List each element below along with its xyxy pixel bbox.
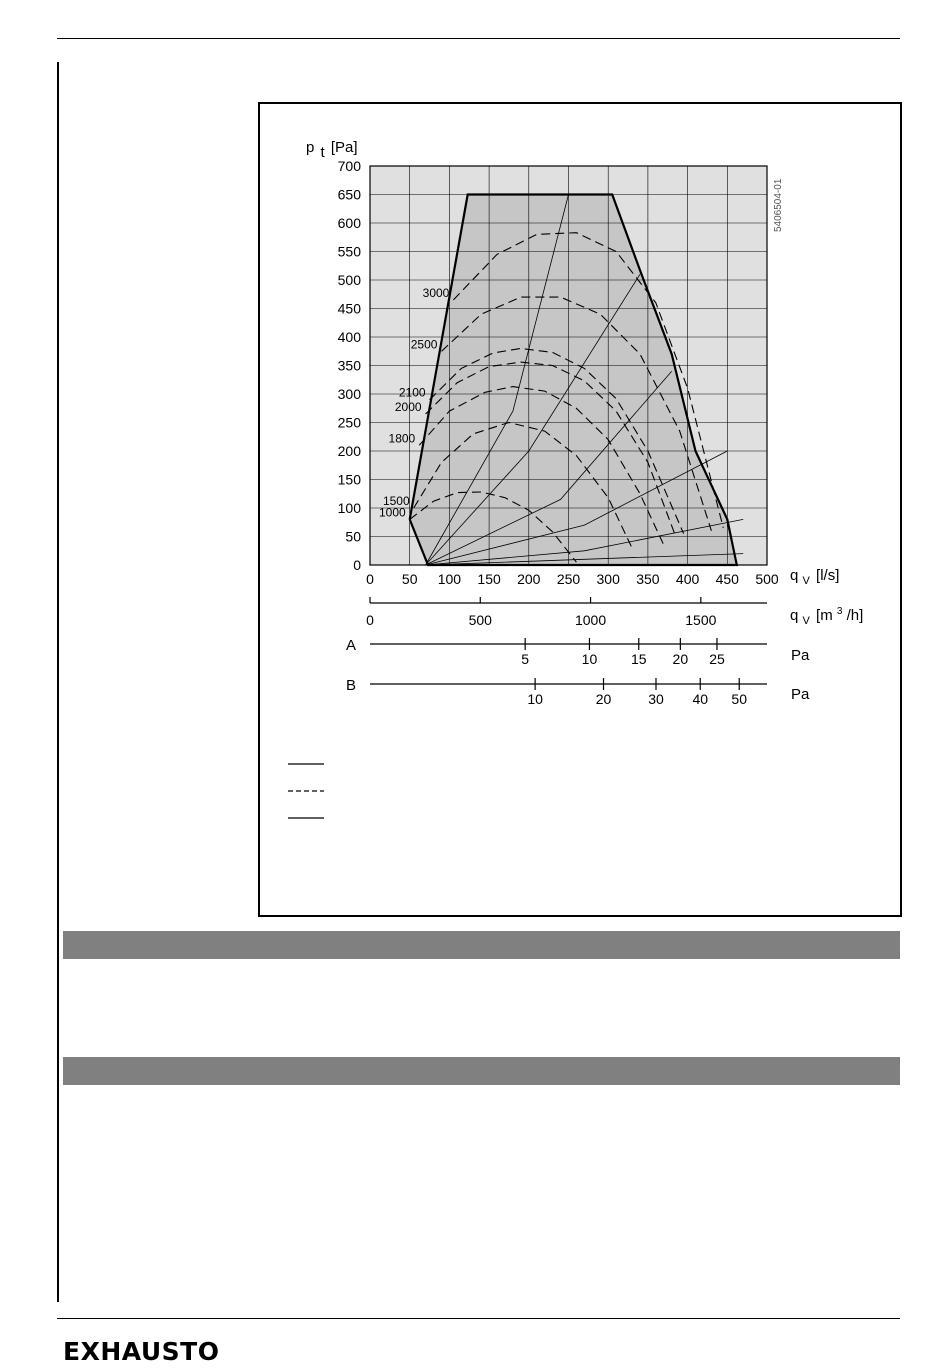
x-tick-label: 350 xyxy=(636,571,660,587)
exhausto-logo: EXHAUSTO xyxy=(63,1337,220,1366)
scale-a-tick-label: 10 xyxy=(581,651,598,667)
scale-b-tick-label: 40 xyxy=(692,691,709,707)
flow-m3h-tick-label: 500 xyxy=(468,612,492,628)
scale-a-tick-label: 5 xyxy=(521,651,530,667)
y-axis-label-unit: [Pa] xyxy=(330,139,358,156)
x-axis-label-sub: V xyxy=(802,575,810,587)
flow-m3h-label-end: /h] xyxy=(846,607,864,624)
y-tick-label: 200 xyxy=(337,443,361,459)
x-axis-label xyxy=(790,567,839,588)
y-tick-label: 100 xyxy=(337,500,361,516)
flow-m3h-label-sup: 3 xyxy=(836,606,843,617)
figure-id: 5406504-01 xyxy=(773,178,784,232)
scale-a-tick-label: 15 xyxy=(630,651,647,667)
y-tick-label: 650 xyxy=(337,186,361,203)
x-tick-label: 500 xyxy=(755,571,779,587)
x-tick-label: 300 xyxy=(596,571,620,587)
scale-a-ticks xyxy=(521,638,725,667)
speed-curve-label: 1000 xyxy=(378,505,406,520)
fan-curve-chart-frame xyxy=(258,102,902,917)
y-tick-label: 400 xyxy=(337,329,361,345)
left-margin-rule xyxy=(57,62,59,1302)
x-tick-label: 450 xyxy=(715,571,739,587)
y-tick-label: 450 xyxy=(337,300,361,317)
scale-b-ticks xyxy=(527,678,747,707)
flow-m3h-tick-labels xyxy=(366,597,717,628)
x-tick-labels xyxy=(366,571,779,587)
scale-b-tick-label: 10 xyxy=(527,691,543,707)
y-tick-label: 500 xyxy=(337,272,361,288)
scale-a-unit: Pa xyxy=(791,647,810,664)
speed-curve-label: 2500 xyxy=(410,337,438,352)
x-axis-label-unit: [l/s] xyxy=(816,567,840,584)
scale-a-tick-label: 20 xyxy=(672,651,689,667)
speed-curve-label: 3000 xyxy=(422,285,450,300)
flow-m3h-axis-label xyxy=(790,601,863,628)
x-tick-label: 200 xyxy=(517,571,541,587)
y-tick-labels xyxy=(338,158,362,573)
speed-curve-label: 2000 xyxy=(394,399,422,414)
y-tick-label: 550 xyxy=(337,243,361,260)
scale-b-unit: Pa xyxy=(791,686,810,703)
flow-m3h-label-main: q xyxy=(790,607,799,624)
scale-a-tick-label: 25 xyxy=(709,651,725,667)
scale-b-label: B xyxy=(346,677,357,694)
top-rule xyxy=(57,38,900,39)
speed-curve-label: 2100 xyxy=(398,385,426,400)
x-tick-label: 0 xyxy=(366,571,374,587)
x-tick-label: 50 xyxy=(401,571,418,587)
y-tick-label: 250 xyxy=(337,414,361,431)
flow-m3h-label-sub: V xyxy=(802,615,810,627)
y-tick-label: 150 xyxy=(337,471,361,488)
flow-m3h-tick-label: 1500 xyxy=(685,612,717,628)
legend xyxy=(288,764,324,818)
x-tick-label: 250 xyxy=(556,571,581,587)
speed-curve-label: 1800 xyxy=(388,431,416,446)
y-tick-label: 300 xyxy=(337,386,361,402)
y-tick-label: 350 xyxy=(337,357,361,374)
scale-b-tick-label: 20 xyxy=(595,691,612,707)
x-tick-label: 100 xyxy=(437,571,462,587)
flow-m3h-label-rest: [m xyxy=(816,607,833,624)
x-tick-label: 150 xyxy=(477,571,501,587)
y-tick-label: 600 xyxy=(337,215,361,231)
scale-b-tick-label: 50 xyxy=(731,691,747,707)
fan-curve-chart xyxy=(260,104,900,915)
y-tick-label: 0 xyxy=(353,557,361,573)
y-tick-label: 50 xyxy=(345,528,361,545)
scale-b-tick-label: 30 xyxy=(648,691,664,707)
section-header-bar-1 xyxy=(63,931,900,959)
flow-m3h-tick-label: 0 xyxy=(366,612,374,628)
x-tick-label: 400 xyxy=(675,571,700,587)
x-axis-label-main: q xyxy=(790,567,799,584)
speed-curve-label: 1500 xyxy=(382,494,410,508)
y-axis-label-sub: t xyxy=(320,144,325,161)
y-tick-label: 700 xyxy=(337,158,361,174)
flow-m3h-tick-label: 1000 xyxy=(574,612,607,628)
y-axis-label-main: p xyxy=(306,139,315,156)
bottom-rule xyxy=(57,1318,900,1319)
scale-a-label: A xyxy=(346,637,357,654)
section-header-bar-2 xyxy=(63,1057,900,1085)
